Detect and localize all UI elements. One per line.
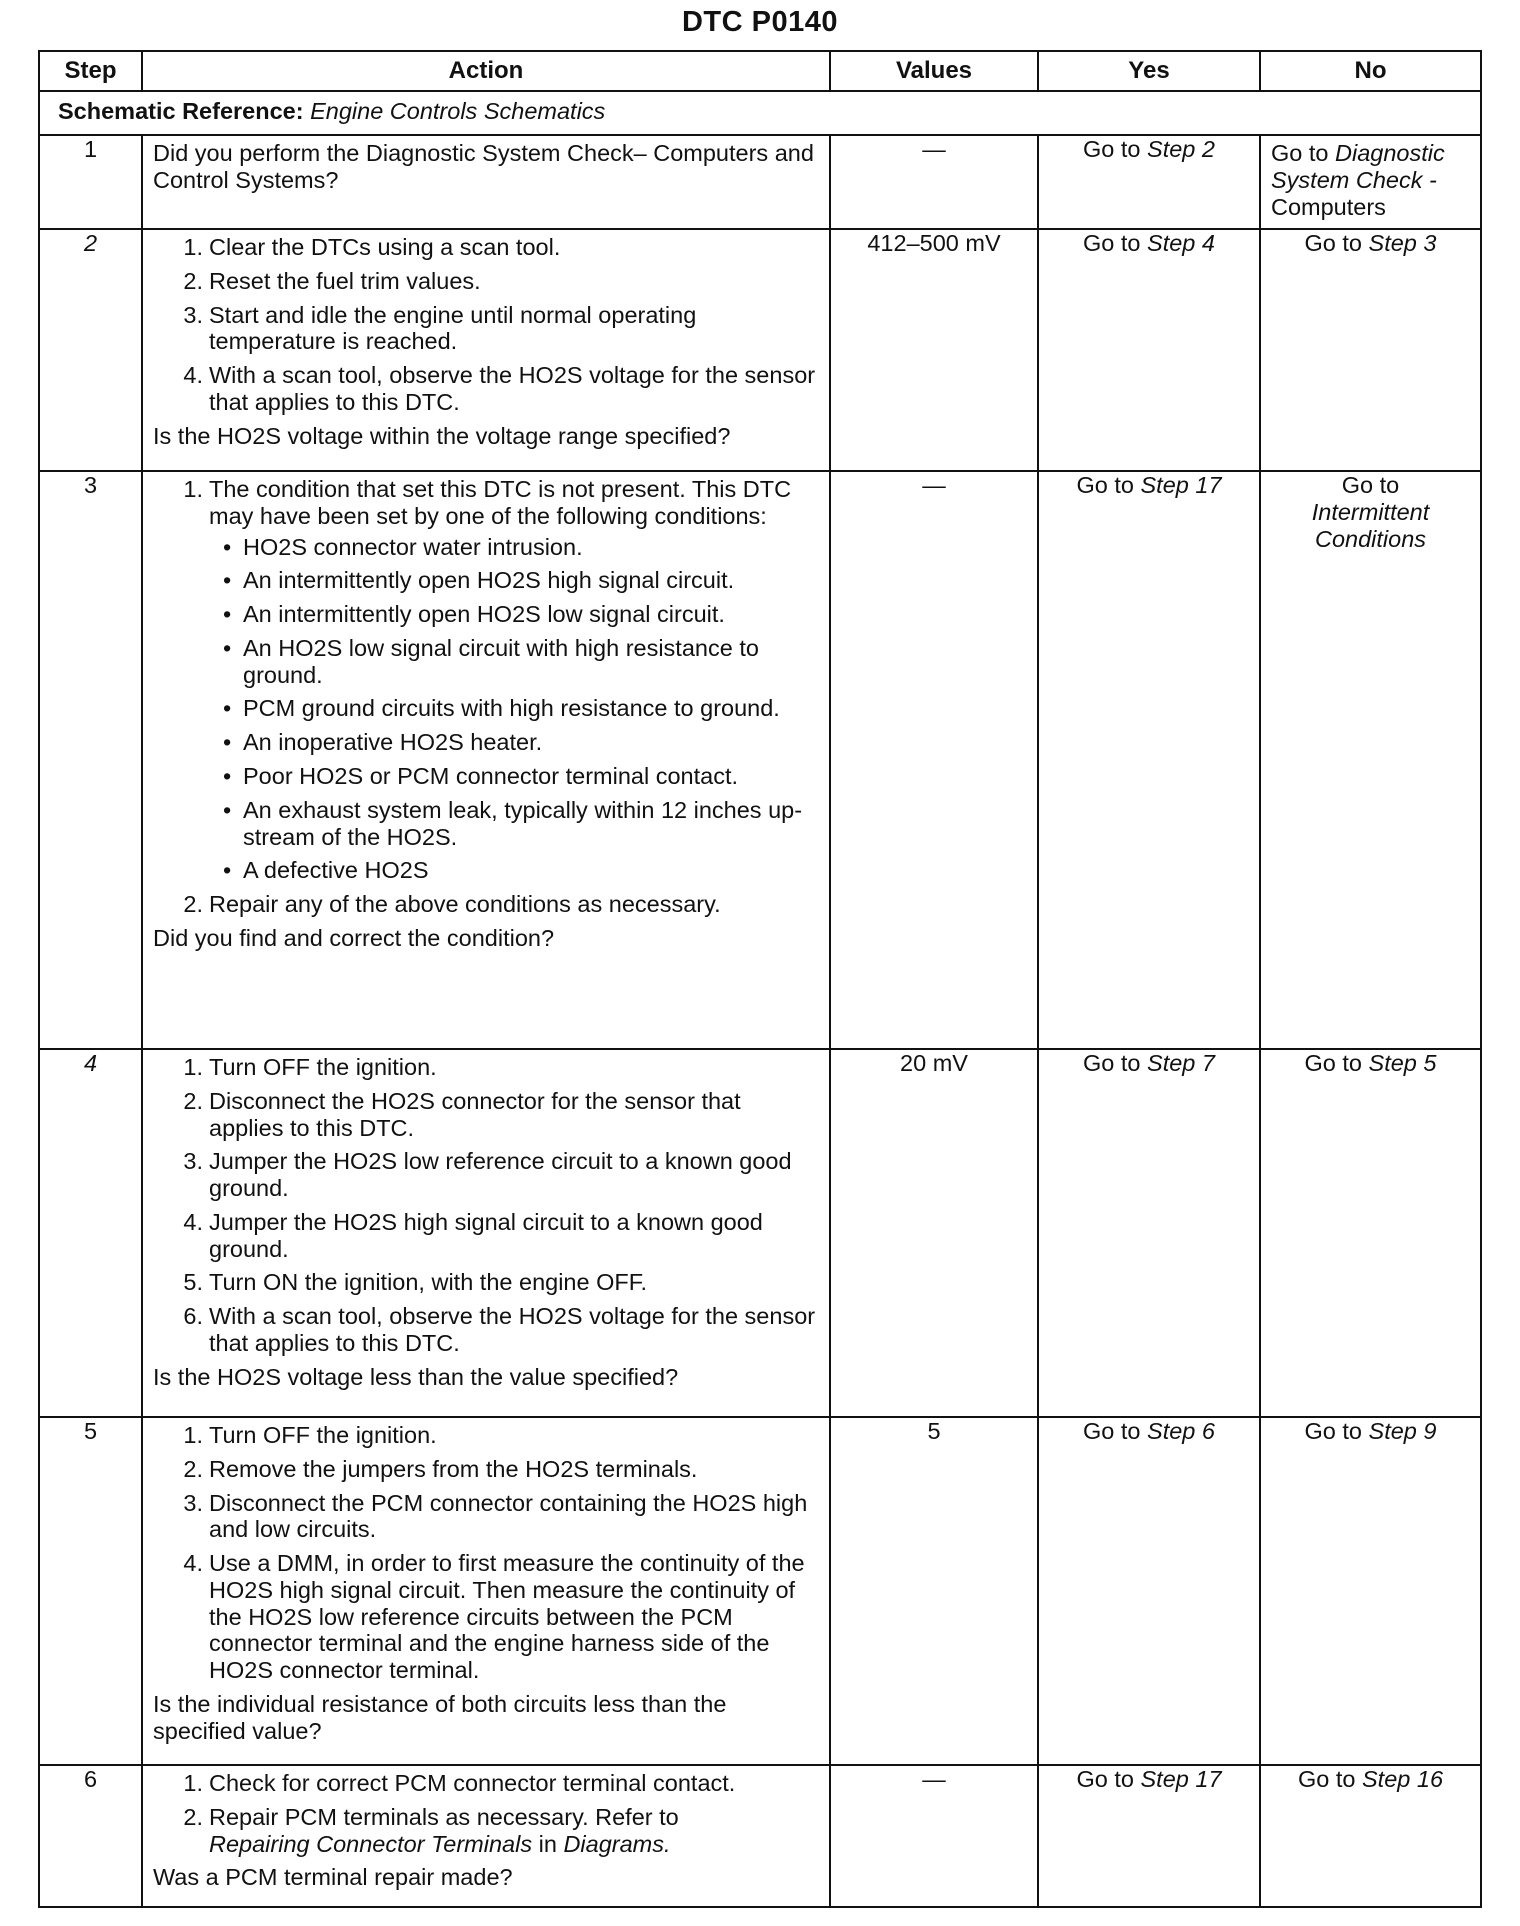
table-row xyxy=(39,1417,1481,1765)
list-item: 3. Disconnect the PCM connector containing the HO2S high and low circuits. xyxy=(183,1489,808,1543)
action-cell xyxy=(142,229,830,471)
step-number: 2 xyxy=(39,229,142,471)
yes-cell: Go to Step 17 xyxy=(1038,471,1260,1049)
schematic-reference-label: Schematic Reference: xyxy=(58,98,304,124)
action-list xyxy=(153,1770,819,1857)
step-number: 4 xyxy=(39,1049,142,1417)
no-cell: Go to Intermittent Conditions xyxy=(1260,471,1481,1049)
no-cell: Go to Step 16 xyxy=(1260,1765,1481,1907)
header-values: Values xyxy=(830,51,1038,91)
list-item: 4. With a scan tool, observe the HO2S voltage for the sensor that applies to this DTC. xyxy=(183,362,816,415)
action-cell xyxy=(142,135,830,229)
value-cell: 5 xyxy=(830,1417,1038,1765)
list-item: • An intermittently open HO2S high signal circuit. xyxy=(209,567,819,594)
table-row xyxy=(39,471,1481,1049)
go-to-text: Go to xyxy=(1271,140,1329,166)
list-item: • Poor HO2S or PCM connector terminal contact. xyxy=(209,763,819,790)
no-step-ref: Step 16 xyxy=(1362,1766,1444,1792)
no-cell xyxy=(1260,135,1481,229)
list-item: • PCM ground circuits with high resistance to ground. xyxy=(209,695,819,722)
go-to-text: Go to xyxy=(1083,136,1141,162)
question-text: Is the HO2S voltage less than the value specified? xyxy=(153,1363,679,1390)
list-item: 1. Turn OFF the ignition. xyxy=(183,1422,437,1448)
list-item: • A defective HO2S xyxy=(209,857,819,884)
list-item: 3. Jumper the HO2S low reference circuit to a known good ground. xyxy=(183,1148,792,1202)
no-step-ref: Step 5 xyxy=(1368,1050,1437,1076)
no-cell: Go to Step 5 xyxy=(1260,1049,1481,1417)
repairing-connector-terminals-ref: Repairing Connector Terminals xyxy=(209,1830,533,1857)
yes-step-ref: Step 17 xyxy=(1140,1766,1222,1792)
action-cell xyxy=(142,1049,830,1417)
condition-list xyxy=(209,534,819,885)
table-row xyxy=(39,1765,1481,1907)
value-cell: — xyxy=(830,1765,1038,1907)
action-list xyxy=(153,1054,819,1357)
schematic-reference-row xyxy=(39,91,1481,135)
no-step-ref: Step 9 xyxy=(1368,1418,1437,1444)
action-cell xyxy=(142,471,830,1049)
schematic-reference xyxy=(39,91,1481,135)
page-title: DTC P0140 xyxy=(681,6,838,38)
list-item: • An HO2S low signal circuit with high resistance to ground. xyxy=(209,635,819,689)
header-yes: Yes xyxy=(1038,51,1260,91)
header-no: No xyxy=(1260,51,1481,91)
yes-cell xyxy=(1038,135,1260,229)
value-cell: — xyxy=(830,135,1038,229)
list-item: • HO2S connector water intrusion. xyxy=(209,534,819,561)
table-row xyxy=(39,229,1481,471)
question-text: Did you perform the Diagnostic System Check– Computers and Control Systems? xyxy=(153,140,814,193)
yes-cell: Go to Step 7 xyxy=(1038,1049,1260,1417)
step-number: 5 xyxy=(39,1417,142,1765)
value-cell: 412–500 mV xyxy=(830,229,1038,471)
no-ref-computers: Computers xyxy=(1271,193,1386,220)
yes-cell: Go to Step 6 xyxy=(1038,1417,1260,1765)
yes-step-ref: Step 17 xyxy=(1140,472,1222,498)
no-ref-intermittent: Intermittent Conditions xyxy=(1311,498,1430,552)
list-item: 4. Jumper the HO2S high signal circuit to a known good ground. xyxy=(183,1208,763,1262)
list-item: 2. Remove the jumpers from the HO2S terminals. xyxy=(183,1455,698,1482)
list-item: 1. Check for correct PCM connector terminal contact. xyxy=(183,1770,736,1796)
yes-cell: Go to Step 4 xyxy=(1038,229,1260,471)
no-cell: Go to Step 3 xyxy=(1260,229,1481,471)
list-item: 2. Reset the fuel trim values. xyxy=(183,267,481,294)
question-text: Is the individual resistance of both circuits less than the specified value? xyxy=(153,1691,727,1744)
diagrams-ref: Diagrams. xyxy=(563,1830,671,1857)
list-item: 4. Use a DMM, in order to first measure the continuity of the HO2S high signal circuit. Then measure the continuity of the HO2S low reference circuits between the PCM connector terminal and the engine harness side of the HO2S connector terminal. xyxy=(183,1550,805,1684)
yes-cell: Go to Step 17 xyxy=(1038,1765,1260,1907)
value-cell: — xyxy=(830,471,1038,1049)
action-cell xyxy=(142,1417,830,1765)
action-list xyxy=(153,1422,819,1684)
list-item: 1. Clear the DTCs using a scan tool. xyxy=(183,234,561,260)
table-row xyxy=(39,135,1481,229)
question-text: Is the HO2S voltage within the voltage range specified? xyxy=(153,422,731,449)
list-item: 5. Turn ON the ignition, with the engine OFF. xyxy=(183,1269,648,1296)
step-number: 6 xyxy=(39,1765,142,1907)
action-list xyxy=(153,234,819,416)
action-cell xyxy=(142,1765,830,1907)
question-text: Was a PCM terminal repair made? xyxy=(153,1864,513,1891)
list-item: 2. Repair any of the above conditions as necessary. xyxy=(183,891,721,918)
yes-step-ref: Step 2 xyxy=(1147,136,1215,162)
table-header-row xyxy=(39,51,1481,91)
yes-step-ref: Step 4 xyxy=(1147,230,1215,256)
step-number: 3 xyxy=(39,471,142,1049)
schematic-reference-value: Engine Controls Schematics xyxy=(310,98,606,124)
no-cell: Go to Step 9 xyxy=(1260,1417,1481,1765)
question-text: Did you find and correct the condition? xyxy=(153,924,555,951)
step-number: 1 xyxy=(39,135,142,229)
list-item: 2. Repair PCM terminals as necessary. Refer to Repairing Connector Terminals in Diagrams. xyxy=(183,1803,679,1857)
action-list xyxy=(153,476,819,918)
list-item: • An exhaust system leak, typically within 12 inches up-stream of the HO2S. xyxy=(209,797,819,851)
yes-step-ref: Step 6 xyxy=(1147,1418,1215,1444)
no-step-ref: Step 3 xyxy=(1368,230,1437,256)
yes-step-ref: Step 7 xyxy=(1147,1050,1215,1076)
header-step: Step xyxy=(39,51,142,91)
list-item: 6. With a scan tool, observe the HO2S voltage for the sensor that applies to this DTC. xyxy=(183,1303,816,1357)
list-item: • An intermittently open HO2S low signal circuit. xyxy=(209,601,819,628)
header-action: Action xyxy=(142,51,830,91)
list-item: • An inoperative HO2S heater. xyxy=(209,729,819,756)
dtc-table xyxy=(38,50,1482,1908)
list-item: 1. Turn OFF the ignition. xyxy=(183,1054,437,1080)
list-item: 2. Disconnect the HO2S connector for the sensor that applies to this DTC. xyxy=(183,1087,741,1141)
list-item: 1. The condition that set this DTC is not present. This DTC may have been set by one of the following conditions: • HO2S connector water intrusion. • An intermittently open HO2S high signal circuit. • An intermittently open HO2S low signal circuit. • An HO2S low signal circuit with high resistance to ground. • PCM ground circuits with high resistance to ground. • An inoperative HO2S heater. • Poor HO2S or PCM connector terminal contact. • An exhaust system leak, typically within 12 inches up-stream of the HO2S. • A defective HO2S xyxy=(153,476,819,884)
list-item: 3. Start and idle the engine until normal operating temperature is reached. xyxy=(183,301,697,355)
value-cell: 20 mV xyxy=(830,1049,1038,1417)
no-ref-diagnostic: Diagnostic System Check - xyxy=(1271,140,1445,193)
table-row xyxy=(39,1049,1481,1417)
